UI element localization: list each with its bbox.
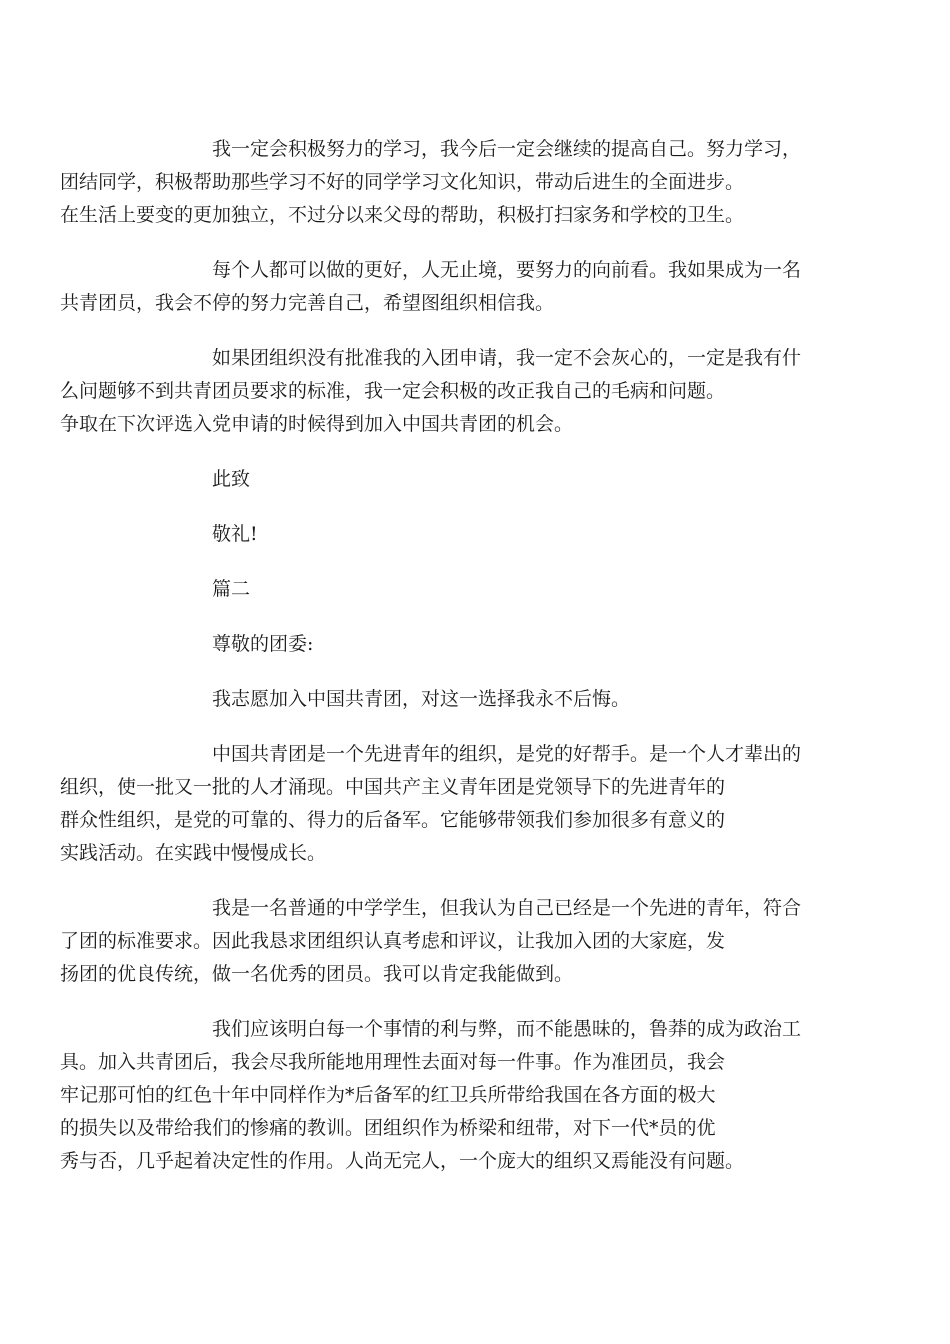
text-line: 扬团的优良传统，做一名优秀的团员。我可以肯定我能做到。: [60, 963, 574, 985]
document-body: [60, 133, 820, 1200]
text-line: 如果团组织没有批准我的入团申请，我一定不会灰心的，一定是我有什: [212, 347, 802, 369]
text-line: 了团的标准要求。因此我恳求团组织认真考虑和评议，让我加入团的大家庭，发: [60, 930, 726, 952]
text-line: 团结同学，积极帮助那些学习不好的同学学习文化知识，带动后进生的全面进步。: [60, 171, 745, 193]
text-line: 我志愿加入中国共青团，对这一选择我永不后悔。: [212, 688, 631, 710]
text-line: 共青团员，我会不停的努力完善自己，希望图组织相信我。: [60, 292, 555, 314]
text-line: 么问题够不到共青团员要求的标准，我一定会积极的改正我自己的毛病和问题。: [60, 380, 726, 402]
paragraph-ordinary-student: [60, 892, 820, 991]
text-line: 争取在下次评选入党申请的时候得到加入中国共青团的机会。: [60, 413, 574, 435]
salutation: 尊敬的团委:: [212, 633, 314, 655]
text-line: 我一定会积极努力的学习，我今后一定会继续的提高自己。努力学习，: [212, 138, 802, 160]
paragraph-if-rejected: [60, 342, 820, 441]
text-line: 牢记那可怕的红色十年中同样作为*后备军的红卫兵所带给我国在各方面的极大: [60, 1084, 716, 1106]
text-line: 中国共青团是一个先进青年的组织，是党的好帮手。是一个人才辈出的: [212, 743, 802, 765]
text-line: 我是一名普通的中学学生，但我认为自己已经是一个先进的青年，符合: [212, 897, 802, 919]
text-line: 具。加入共青团后，我会尽我所能地用理性去面对每一件事。作为准团员，我会: [60, 1051, 726, 1073]
text-line: 秀与否，几乎起着决定性的作用。人尚无完人，一个庞大的组织又焉能没有问题。: [60, 1150, 745, 1172]
paragraph-study-commitment: [60, 133, 820, 232]
paragraph-league-description: [60, 738, 820, 870]
paragraph-volunteer: [136, 683, 820, 716]
text-line: 组织，使一批又一批的人才涌现。中国共产主义青年团是党领导下的先进青年的: [60, 776, 726, 798]
paragraph-self-improvement: [60, 254, 820, 320]
text-line: 我们应该明白每一个事情的利与弊，而不能愚昧的，鲁莽的成为政治工: [212, 1018, 802, 1040]
paragraph-pros-and-cons: [60, 1013, 820, 1178]
closing-jing-li: 敬礼!: [212, 523, 258, 545]
section-title: 篇二: [212, 578, 251, 600]
closing-ci-zhi: 此致: [212, 468, 251, 490]
text-line: 在生活上要变的更加独立，不过分以来父母的帮助，积极打扫家务和学校的卫生。: [60, 204, 745, 226]
text-line: 实践活动。在实践中慢慢成长。: [60, 842, 327, 864]
text-line: 每个人都可以做的更好，人无止境，要努力的向前看。我如果成为一名: [212, 259, 802, 281]
text-line: 的损失以及带给我们的惨痛的教训。团组织作为桥梁和纽带，对下一代*员的优: [60, 1117, 716, 1139]
text-line: 群众性组织，是党的可靠的、得力的后备军。它能够带领我们参加很多有意义的: [60, 809, 726, 831]
